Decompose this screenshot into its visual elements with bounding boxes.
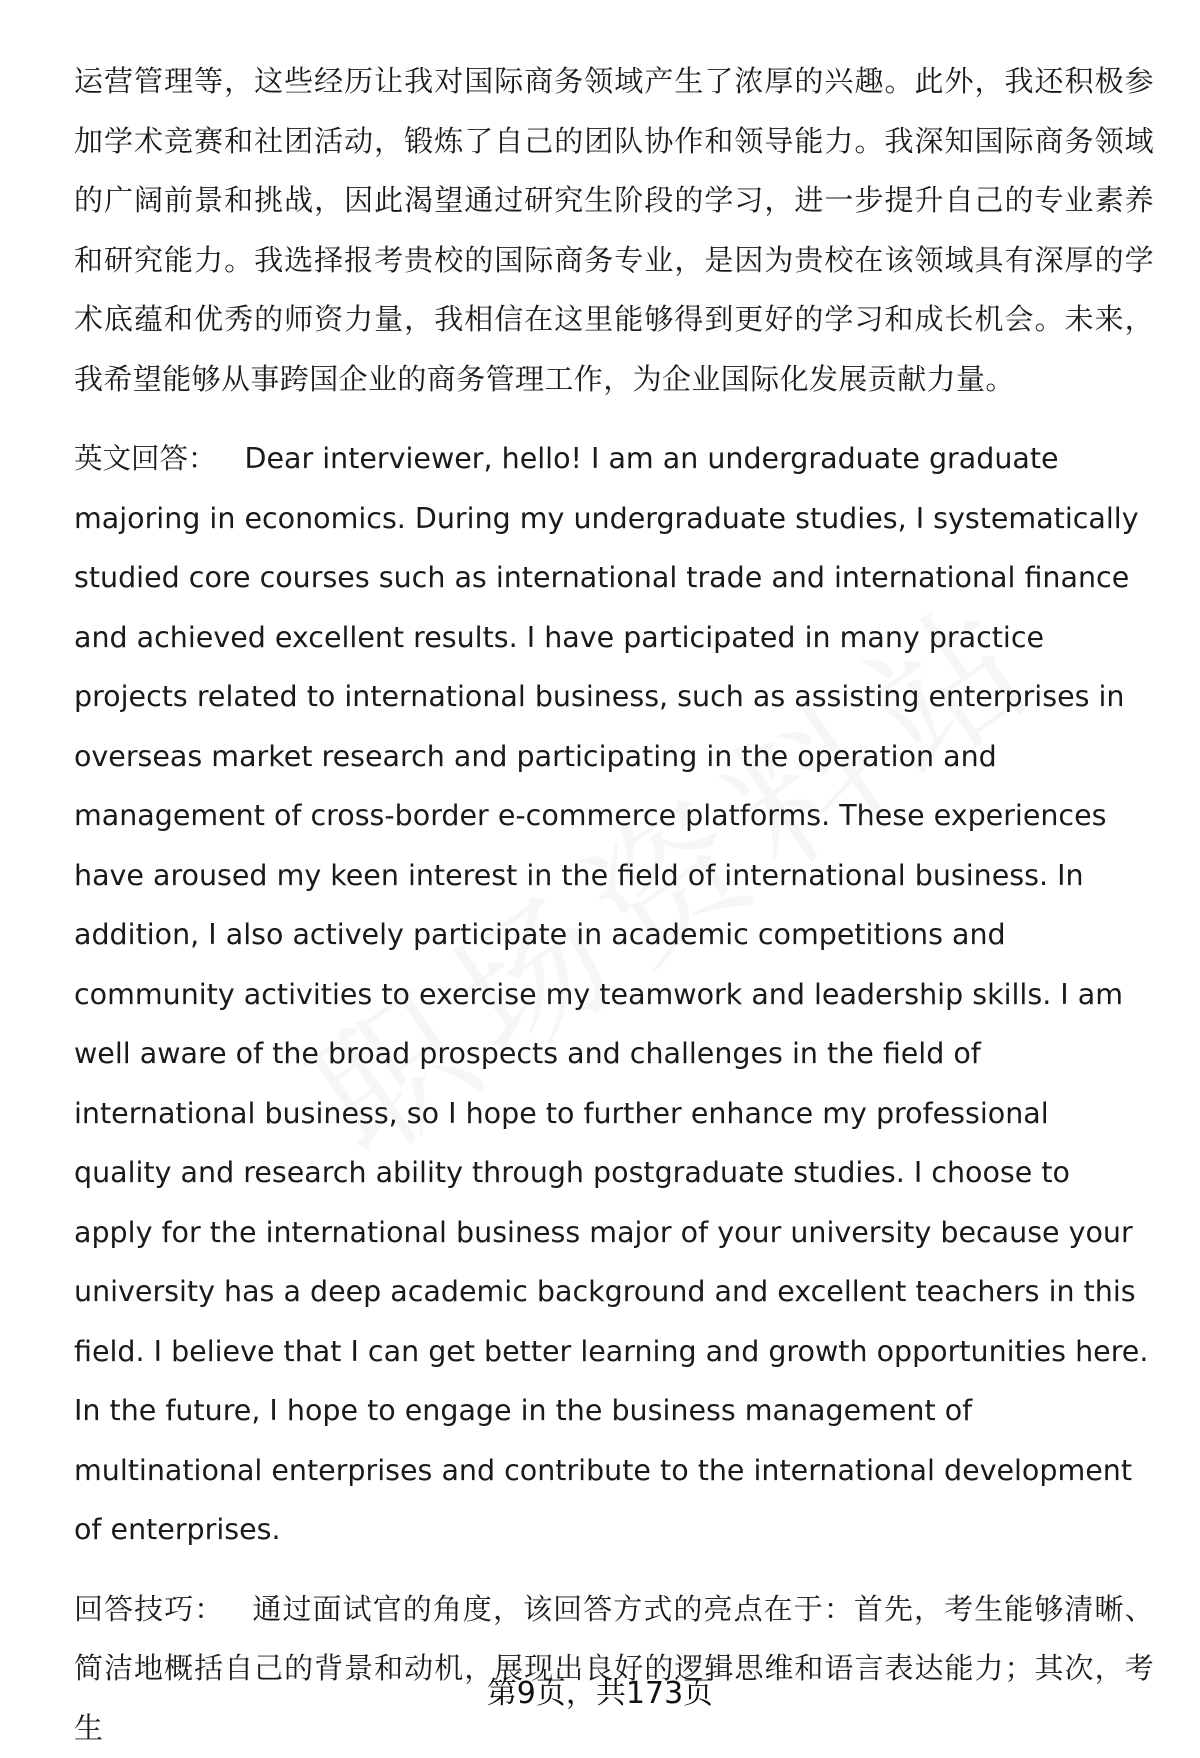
- document-body: [74, 52, 1154, 1758]
- english-answer-label: 英文回答：: [74, 442, 217, 475]
- paragraph-intro-continued: 运营管理等，这些经历让我对国际商务领域产生了浓厚的兴趣。此外，我还积极参加学术竞赛和社团活动，锻炼了自己的团队协作和领导能力。我深知国际商务领域的广阔前景和挑战，因此渴望通过研究生阶段的学习，进一步提升自己的专业素养和研究能力。我选择报考贵校的国际商务专业，是因为贵校在该领域具有深厚的学术底蕴和优秀的师资力量，我相信在这里能够得到更好的学习和成长机会。未来，我希望能够从事跨国企业的商务管理工作，为企业国际化发展贡献力量。: [74, 52, 1154, 409]
- english-answer-paragraph: [74, 429, 1154, 1560]
- answer-tips-label: 回答技巧：: [74, 1592, 224, 1626]
- answer-tips-text: 通过面试官的角度，该回答方式的亮点在于：首先，考生能够清晰、简洁地概括自己的背景和动机，展现出良好的逻辑思维和语言表达能力；其次，考生: [74, 1592, 1154, 1745]
- page-number-footer: 第9页，共173页: [0, 1668, 1200, 1712]
- english-answer-text: Dear interviewer, hello! I am an undergraduate graduate majoring in economics. During my undergraduate studies, I systematically studied core courses such as international trade and international finance and achieved excellent results. I have participated in many practice projects related to international business, such as assisting enterprises in overseas market research and participating in the operation and management of cross-border e-commerce platforms. These experiences have aroused my keen interest in the field of international business. In addition, I also actively participate in academic competitions and community activities to exercise my teamwork and leadership skills. I am well aware of the broad prospects and challenges in the field of international business, so I hope to further enhance my professional quality and research ability through postgraduate studies. I choose to apply for the international business major of your university because your university has a deep academic background and excellent teachers in this field. I believe that I can get better learning and growth opportunities here. In the future, I hope to engage in the business management of multinational enterprises and contribute to the international development of enterprises.: [74, 442, 1148, 1546]
